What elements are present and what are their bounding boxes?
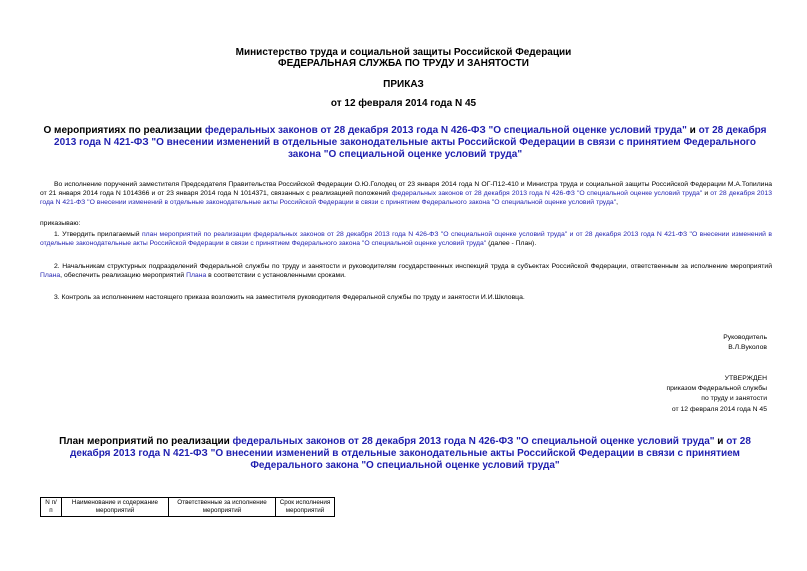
col-deadline: Срок исполнения мероприятий (276, 498, 335, 517)
intro-text-3: , (616, 199, 619, 206)
doc-type: ПРИКАЗ (383, 79, 424, 90)
approved-label: УТВЕРЖДЕН (724, 375, 767, 382)
item-2-text-mid: , обеспечить реализацию мероприятий (60, 272, 187, 279)
item-2-plan-link[interactable]: Плана (40, 272, 61, 279)
plan-title-link-421fz[interactable]: от 28 декабря 2013 года N 421-ФЗ "О внесении изменений в отдельные законодательные акты Российской Федерации в связи с принятием Федерального закона "О специальной оценке условий труда" (70, 436, 751, 471)
title-middle: и (686, 125, 699, 136)
approved-service: по труду и занятости (701, 395, 767, 402)
order-word: приказываю: (40, 220, 81, 227)
title-prefix: О мероприятиях по реализации (43, 125, 205, 136)
approved-by: приказом Федеральной службы (666, 385, 767, 392)
item-2-text: 2. Начальникам структурных подразделений Федеральной службы по труду и занятости и руководителям государственных инспекций труда в субъектах Российской Федерации, ответственным за исполнение мероприятий (54, 263, 772, 270)
ministry-name: Министерство труда и социальной защиты Российской Федерации (235, 47, 572, 58)
plan-title-prefix: План мероприятий по реализации (59, 436, 233, 447)
item-2-plan-link-2[interactable]: Плана (186, 272, 207, 279)
col-responsible: Ответственные за исполнение мероприятий (169, 498, 276, 517)
plan-table (40, 497, 335, 517)
service-name: ФЕДЕРАЛЬНАЯ СЛУЖБА ПО ТРУДУ И ЗАНЯТОСТИ (278, 58, 529, 69)
item-3: 3. Контроль за исполнением настоящего приказа возложить на заместителя руководителя Федеральной службы по труду и занятости И.И.Шкловца. (54, 294, 525, 301)
signature-name: В.Л.Вуколов (728, 344, 767, 351)
doc-date: от 12 февраля 2014 года N 45 (330, 98, 477, 109)
plan-title-middle: и (714, 436, 727, 447)
title-link-421fz[interactable]: от 28 декабря 2013 года N 421-ФЗ "О внесении изменений в отдельные законодательные акты Российской Федерации в связи с принятием Федерального закона "О специальной оценке условий труда" (54, 125, 767, 160)
table-header-row (41, 498, 335, 517)
approved-date: от 12 февраля 2014 года N 45 (671, 406, 767, 413)
item-1-text-end: (далее - План). (486, 240, 537, 247)
intro-text-2: и (702, 190, 711, 197)
order-title (40, 125, 770, 161)
item-1-plan-link[interactable]: план мероприятий по реализации федеральных законов от 28 декабря 2013 года N 426-ФЗ "О специальной оценке условий труда" и от 28 декабря 2013 года N 421-ФЗ "О внесении изменений в отдельные законодательные акты Российской Федерации в связи с принятием Федерального закона "О специальной оценке условий труда" (40, 231, 772, 247)
item-1-text: 1. Утвердить прилагаемый (54, 231, 142, 238)
intro-text-1: Во исполнение поручений заместителя Председателя Правительства Российской Федерации О.Ю.Голодец от 23 января 2014 года N ОГ-П12-410 и Министра труда и социальной защиты Российской Федерации М.А.Топилина от 21 января 2014 года N 1014366 и от 23 января 2014 года N 1014371, связанных с реализацией положений (40, 181, 772, 197)
plan-title (40, 436, 770, 472)
intro-paragraph (40, 180, 772, 207)
col-name: Наименование и содержание мероприятий (62, 498, 169, 517)
col-number: N п/п (41, 498, 62, 517)
item-2-text-end: в соответствии с установленными сроками. (206, 272, 346, 279)
plan-title-link-426fz[interactable]: федеральных законов от 28 декабря 2013 года N 426-ФЗ "О специальной оценке условий труда" (232, 436, 715, 447)
item-1 (40, 230, 772, 248)
signature-role: Руководитель (723, 334, 767, 341)
title-link-426fz[interactable]: федеральных законов от 28 декабря 2013 года N 426-ФЗ "О специальной оценке условий труда" (204, 125, 687, 136)
intro-link-426fz[interactable]: федеральных законов от 28 декабря 2013 года N 426-ФЗ "О специальной оценке условий труда" (392, 190, 703, 197)
intro-link-421fz[interactable]: от 28 декабря 2013 года N 421-ФЗ "О внесении изменений в отдельные законодательные акты Российской Федерации в связи с принятием Федерального закона "О специальной оценке условий труда" (40, 190, 772, 206)
item-2 (40, 262, 772, 280)
